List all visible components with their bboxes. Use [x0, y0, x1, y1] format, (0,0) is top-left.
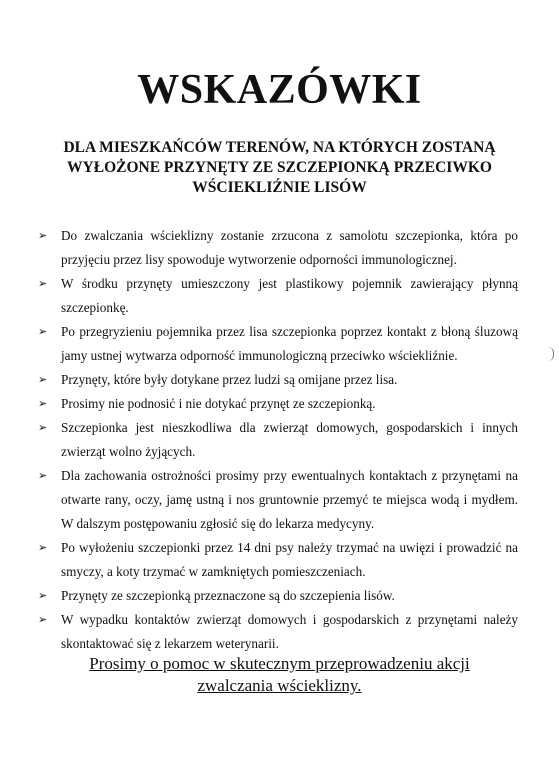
list-item-text: Po wyłożeniu szczepionki przez 14 dni psy należy trzymać na uwięzi i prowadzić na smyczy, a koty trzymać w zamkniętych pomieszczeniach. [61, 540, 518, 579]
page-title: WSKAZÓWKI [137, 67, 422, 113]
list-item [36, 368, 518, 392]
subtitle [30, 138, 529, 198]
list-item-text: Po przegryzieniu pojemnika przez lisa szczepionka poprzez kontakt z błoną śluzową jamy ustnej wytwarza odporność immunologiczną przeciwko wściekliźnie. [61, 324, 518, 363]
list-item [36, 392, 518, 416]
list-item-text: Przynęty ze szczepionką przeznaczone są do szczepienia lisów. [61, 588, 395, 603]
subtitle-line: WŚCIEKLIŹNIE LISÓW [192, 179, 367, 196]
subtitle-line: WYŁOŻONE PRZYNĘTY ZE SZCZEPIONKĄ PRZECIWKO [67, 159, 492, 176]
list-item-text: W środku przynęty umieszczony jest plastikowy pojemnik zawierający płynną szczepionkę. [61, 276, 518, 315]
list-item [36, 320, 518, 368]
bullet-arrow-icon: ➢ [38, 589, 48, 602]
bullet-arrow-icon: ➢ [38, 421, 48, 434]
bullet-arrow-icon: ➢ [38, 277, 48, 290]
subtitle-line: DLA MIESZKAŃCÓW TERENÓW, NA KTÓRYCH ZOSTANĄ [63, 139, 496, 156]
list-item [36, 584, 518, 608]
scan-mark [548, 347, 554, 361]
list-item [36, 272, 518, 320]
footer-line: Prosimy o pomoc w skutecznym przeprowadzeniu akcji [89, 654, 470, 673]
bullet-arrow-icon: ➢ [38, 469, 48, 482]
list-item-text: Prosimy nie podnosić i nie dotykać przynęt ze szczepionką. [61, 396, 376, 411]
instructions-list [36, 224, 518, 656]
list-item-text: Przynęty, które były dotykane przez ludzi są omijane przez lisa. [61, 372, 398, 387]
list-item-text: Do zwalczania wścieklizny zostanie zrzucona z samolotu szczepionka, która po przyjęciu przez lisy spowoduje wytworzenie odporności immunologicznej. [61, 228, 518, 267]
list-item [36, 416, 518, 464]
list-item-text: W wypadku kontaktów zwierząt domowych i gospodarskich z przynętami należy skontaktować się z lekarzem weterynarii. [61, 612, 518, 651]
bullet-arrow-icon: ➢ [38, 613, 48, 626]
bullet-arrow-icon: ➢ [38, 397, 48, 410]
list-item [36, 608, 518, 656]
bullet-arrow-icon: ➢ [38, 373, 48, 386]
list-item-text: Dla zachowania ostrożności prosimy przy ewentualnych kontaktach z przynętami na otwarte rany, oczy, jamę ustną i nos gruntownie przemyć te miejsca wodą i mydłem. W dalszym postępowaniu zgłosić się do lekarza medycyny. [61, 468, 518, 531]
footer-line: zwalczania wścieklizny. [197, 676, 362, 695]
bullet-arrow-icon: ➢ [38, 229, 48, 242]
list-item [36, 536, 518, 584]
bullet-arrow-icon: ➢ [38, 325, 48, 338]
list-item [36, 224, 518, 272]
footer-appeal [40, 653, 519, 697]
bullet-arrow-icon: ➢ [38, 541, 48, 554]
list-item-text: Szczepionka jest nieszkodliwa dla zwierząt domowych, gospodarskich i innych zwierząt wolno żyjących. [61, 420, 518, 459]
list-item [36, 464, 518, 536]
